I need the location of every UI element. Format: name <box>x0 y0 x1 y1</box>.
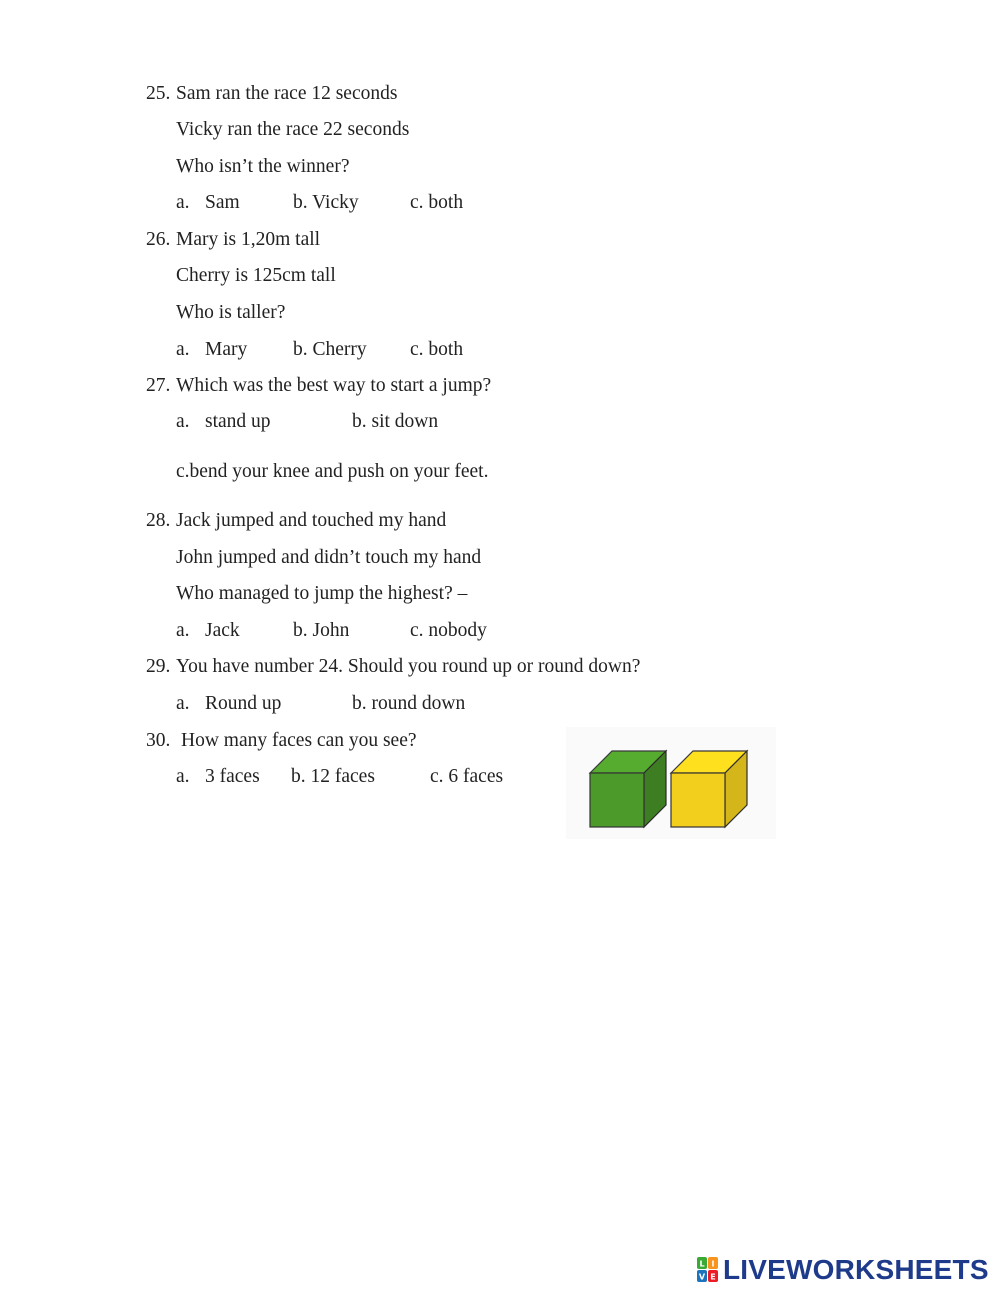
brand-name: LIVEWORKSHEETS <box>723 1254 989 1285</box>
logo-letter: L <box>699 1259 705 1269</box>
question-prompt: Who managed to jump the highest? – <box>176 583 468 604</box>
option-a[interactable]: 3 faces <box>205 766 260 787</box>
option-b[interactable]: b. 12 faces <box>291 766 375 787</box>
green-cube-front <box>590 773 644 827</box>
cubes-illustration <box>566 727 776 839</box>
option-marker: a. <box>176 693 190 714</box>
option-b[interactable]: b. round down <box>352 693 466 714</box>
option-a[interactable]: Mary <box>205 339 248 360</box>
question-prompt: Who is taller? <box>176 302 286 323</box>
liveworksheets-logo-icon <box>697 1257 719 1283</box>
option-c[interactable]: c. nobody <box>410 620 487 641</box>
option-marker: a. <box>176 766 190 787</box>
question-text: Which was the best way to start a jump? <box>176 375 492 396</box>
option-b[interactable]: b. Cherry <box>293 339 367 360</box>
yellow-cube-front <box>671 773 725 827</box>
question-number: 30. <box>146 730 171 751</box>
green-cube <box>590 751 666 827</box>
logo-letter: I <box>711 1259 715 1269</box>
option-marker: a. <box>176 339 190 360</box>
question-text: You have number 24. Should you round up or round down? <box>176 656 641 677</box>
question-number: 27. <box>146 375 171 396</box>
logo-letter: V <box>698 1272 706 1282</box>
question-text: Sam ran the race 12 seconds <box>176 83 398 104</box>
option-c[interactable]: c. 6 faces <box>430 766 504 787</box>
question-text: John jumped and didn’t touch my hand <box>176 547 482 568</box>
option-marker: a. <box>176 192 190 213</box>
option-b[interactable]: b. sit down <box>352 411 439 432</box>
option-c[interactable]: c. both <box>410 192 464 213</box>
option-marker: a. <box>176 620 190 641</box>
question-text: Cherry is 125cm tall <box>176 265 336 286</box>
option-marker: a. <box>176 411 190 432</box>
option-b[interactable]: b. Vicky <box>293 192 359 213</box>
option-a[interactable]: Round up <box>205 693 282 714</box>
option-b[interactable]: b. John <box>293 620 350 641</box>
yellow-cube <box>671 751 747 827</box>
question-number: 26. <box>146 229 171 250</box>
question-text: Jack jumped and touched my hand <box>176 510 447 531</box>
option-c[interactable]: c. both <box>410 339 464 360</box>
option-c[interactable]: c.bend your knee and push on your feet. <box>176 461 489 482</box>
liveworksheets-logo <box>697 1253 989 1287</box>
option-a[interactable]: stand up <box>205 411 271 432</box>
logo-letter: E <box>710 1272 716 1282</box>
question-number: 29. <box>146 656 171 677</box>
question-text: Mary is 1,20m tall <box>176 229 321 250</box>
question-number: 25. <box>146 83 171 104</box>
question-number: 28. <box>146 510 171 531</box>
option-a[interactable]: Jack <box>205 620 240 641</box>
question-prompt: Who isn’t the winner? <box>176 156 350 177</box>
question-text: How many faces can you see? <box>181 730 417 751</box>
option-a[interactable]: Sam <box>205 192 240 213</box>
question-text: Vicky ran the race 22 seconds <box>176 119 410 140</box>
